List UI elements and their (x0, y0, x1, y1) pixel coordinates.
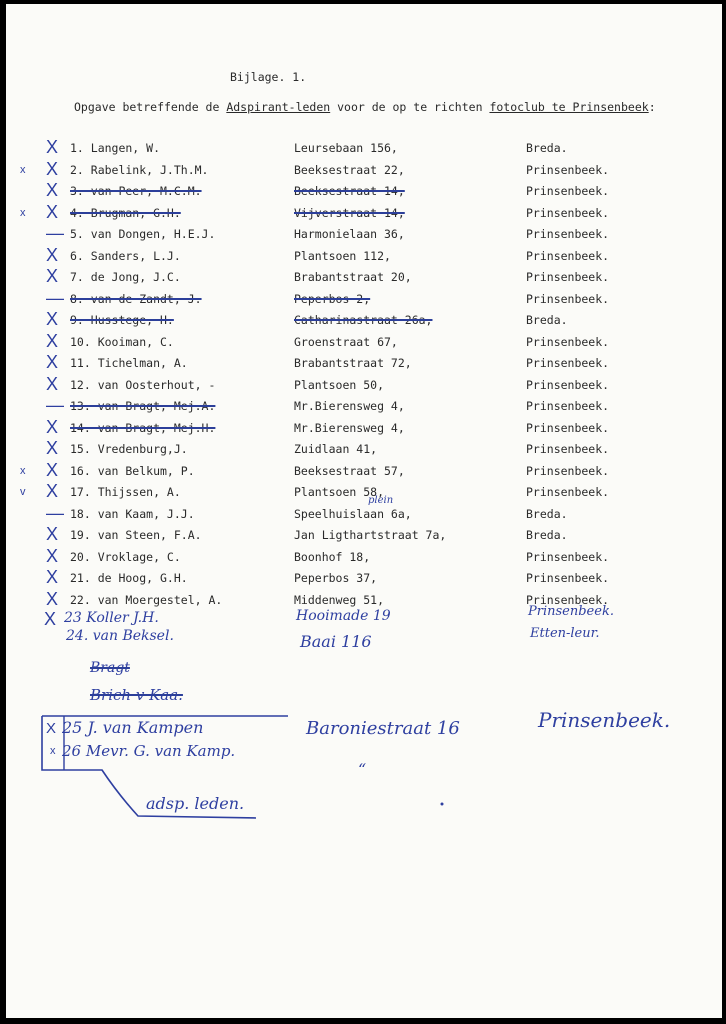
handwritten-tick: x (20, 163, 26, 176)
member-address: Plantsoen 58, (294, 485, 385, 499)
member-name: 5. van Dongen, H.E.J. (70, 227, 216, 241)
member-city: Prinsenbeek. (526, 184, 610, 198)
member-address: Jan Ligthartstraat 7a, (294, 528, 447, 542)
member-address: Peperbos 37, (294, 571, 378, 585)
handwritten-row-23: 23 Koller J.H. (64, 610, 159, 626)
handwritten-mark: X (46, 567, 59, 587)
handwritten-row-24-address: Baai 116 (300, 632, 372, 651)
member-address: Brabantstraat 20, (294, 270, 412, 284)
member-name: 19. van Steen, F.A. (70, 528, 202, 542)
handwritten-mark: X (46, 158, 59, 179)
handwritten-mark: X (46, 201, 59, 222)
handwritten-tick: x (20, 206, 26, 219)
member-address: Plantsoen 50, (294, 377, 385, 392)
member-address: Middenweg 51, (294, 592, 385, 607)
member-name: 1. Langen, W. (70, 141, 161, 155)
member-address: Groenstraat 67, (294, 334, 398, 349)
member-name: 6. Sanders, L.J. (70, 248, 181, 263)
member-address: Beeksestraat 22, (294, 162, 405, 177)
member-city: Breda. (526, 506, 568, 521)
handwritten-row-24-city: Etten-leur. (530, 626, 600, 641)
member-city: Breda. (526, 141, 568, 155)
member-address: Leursebaan 156, (294, 141, 398, 155)
handwritten-plein: plein (368, 495, 394, 506)
member-city: Prinsenbeek. (526, 248, 610, 263)
handwritten-mark: — (46, 502, 64, 523)
handwritten-row-25-city: Prinsenbeek. (538, 708, 671, 732)
handwritten-bracket (42, 716, 288, 818)
handwritten-row-24: 24. van Beksel. (66, 628, 174, 644)
member-name: 20. Vroklage, C. (70, 549, 181, 564)
member-city: Prinsenbeek. (526, 291, 610, 306)
member-address: Mr.Bierensweg 4, (294, 399, 405, 413)
member-city: Prinsenbeek. (526, 205, 610, 220)
member-name: 11. Tichelman, A. (70, 356, 188, 370)
member-city: Prinsenbeek. (526, 420, 610, 435)
member-city: Prinsenbeek. (526, 442, 610, 456)
member-address: Mr.Bierensweg 4, (294, 420, 405, 435)
member-name: 2. Rabelink, J.Th.M. (70, 162, 209, 177)
document-title: Bijlage. 1. (230, 70, 307, 84)
member-city: Prinsenbeek. (526, 377, 610, 392)
member-address: Beeksestraat 14, (294, 184, 405, 198)
member-name: 13. van Bragt, Mej.A. (70, 399, 216, 413)
member-city: Prinsenbeek. (526, 463, 610, 478)
handwritten-mark: X (46, 244, 59, 265)
member-name: 21. de Hoog, G.H. (70, 571, 188, 585)
ink-dot (441, 803, 444, 806)
subtitle-underlined-fotoclub: fotoclub te Prinsenbeek (489, 100, 649, 114)
handwritten-row-25-address: Baroniestraat 16 (306, 718, 460, 739)
member-address: Zuidlaan 41, (294, 442, 378, 456)
subtitle-underlined-adspirant: Adspirant-leden (226, 100, 331, 114)
member-city: Breda. (526, 528, 568, 542)
handwritten-tick: x (50, 745, 56, 757)
member-name: 12. van Oosterhout, - (70, 377, 216, 392)
handwritten-strokes (6, 4, 722, 1018)
handwritten-mark: X (46, 459, 59, 480)
handwritten-mark: X (46, 545, 59, 566)
member-address: Speelhuislaan 6a, (294, 506, 412, 521)
member-city: Prinsenbeek. (526, 571, 610, 585)
handwritten-mark: X (46, 416, 59, 437)
handwritten-tick: v (20, 486, 26, 498)
member-name: 7. de Jong, J.C. (70, 270, 181, 284)
member-city: Prinsenbeek. (526, 399, 610, 413)
handwritten-row-23-city: Prinsenbeek. (528, 604, 614, 619)
subtitle-part: : (648, 100, 656, 114)
handwritten-mark: X (46, 137, 59, 157)
document-page (6, 4, 722, 1018)
member-name: 8. van de Zandt, J. (70, 291, 202, 306)
member-city: Prinsenbeek. (526, 356, 610, 370)
member-address: Harmonielaan 36, (294, 227, 405, 241)
handwritten-mark: — (46, 287, 64, 308)
member-city: Prinsenbeek. (526, 270, 610, 284)
handwritten-row-26: 26 Mevr. G. van Kamp. (62, 742, 236, 760)
subtitle-part: voor de op te richten (330, 100, 490, 114)
handwritten-row-25: 25 J. van Kampen (62, 718, 204, 737)
handwritten-crossed-out-1: Bragt (90, 660, 130, 676)
member-name: 14. van Bragt, Mej.H. (70, 420, 216, 435)
handwritten-mark: X (46, 524, 59, 544)
member-address: Peperbos 2, (294, 291, 371, 306)
member-city: Prinsenbeek. (526, 485, 610, 499)
handwritten-mark: X (46, 309, 59, 329)
member-name: 18. van Kaam, J.J. (70, 506, 195, 521)
handwritten-mark: — (46, 223, 64, 243)
member-name: 22. van Moergestel, A. (70, 592, 223, 607)
member-name: 15. Vredenburg,J. (70, 442, 188, 456)
handwritten-mark: X (46, 266, 59, 286)
member-name: 10. Kooiman, C. (70, 334, 174, 349)
member-city: Prinsenbeek. (526, 592, 610, 607)
handwritten-mark: X (46, 588, 59, 609)
handwritten-mark: X (46, 438, 59, 458)
member-address: Vijverstraat 14, (294, 205, 405, 220)
member-city: Prinsenbeek. (526, 227, 610, 241)
member-address: Boonhof 18, (294, 549, 371, 564)
handwritten-tick: x (20, 464, 26, 477)
member-address: Brabantstraat 72, (294, 356, 412, 370)
handwritten-mark: X (44, 609, 57, 629)
handwritten-mark: — (46, 395, 64, 415)
member-name: 9. Husstege, H. (70, 313, 174, 327)
member-address: Catharinastraat 26a, (294, 313, 433, 327)
member-address: Plantsoen 112, (294, 248, 391, 263)
member-city: Prinsenbeek. (526, 162, 610, 177)
handwritten-mark: X (46, 180, 59, 200)
handwritten-ditto-mark: “ (358, 760, 367, 779)
handwritten-note: adsp. leden. (146, 794, 245, 813)
member-city: Prinsenbeek. (526, 334, 610, 349)
handwritten-mark: X (46, 352, 59, 372)
member-address: Beeksestraat 57, (294, 463, 405, 478)
subtitle-part: Opgave betreffende de (74, 100, 227, 114)
handwritten-mark: X (46, 720, 57, 737)
member-city: Prinsenbeek. (526, 549, 610, 564)
member-city: Breda. (526, 313, 568, 327)
member-name: 3. van Peer, M.C.M. (70, 184, 202, 198)
handwritten-mark: X (46, 373, 59, 394)
handwritten-row-23-address: Hooimade 19 (296, 608, 391, 624)
handwritten-crossed-out-2: Brich v Kaa. (90, 686, 183, 704)
member-name: 16. van Belkum, P. (70, 463, 195, 478)
handwritten-mark: X (46, 330, 59, 351)
member-name: 17. Thijssen, A. (70, 485, 181, 499)
member-name: 4. Brugman, G.H. (70, 205, 181, 220)
handwritten-mark: X (46, 481, 59, 501)
